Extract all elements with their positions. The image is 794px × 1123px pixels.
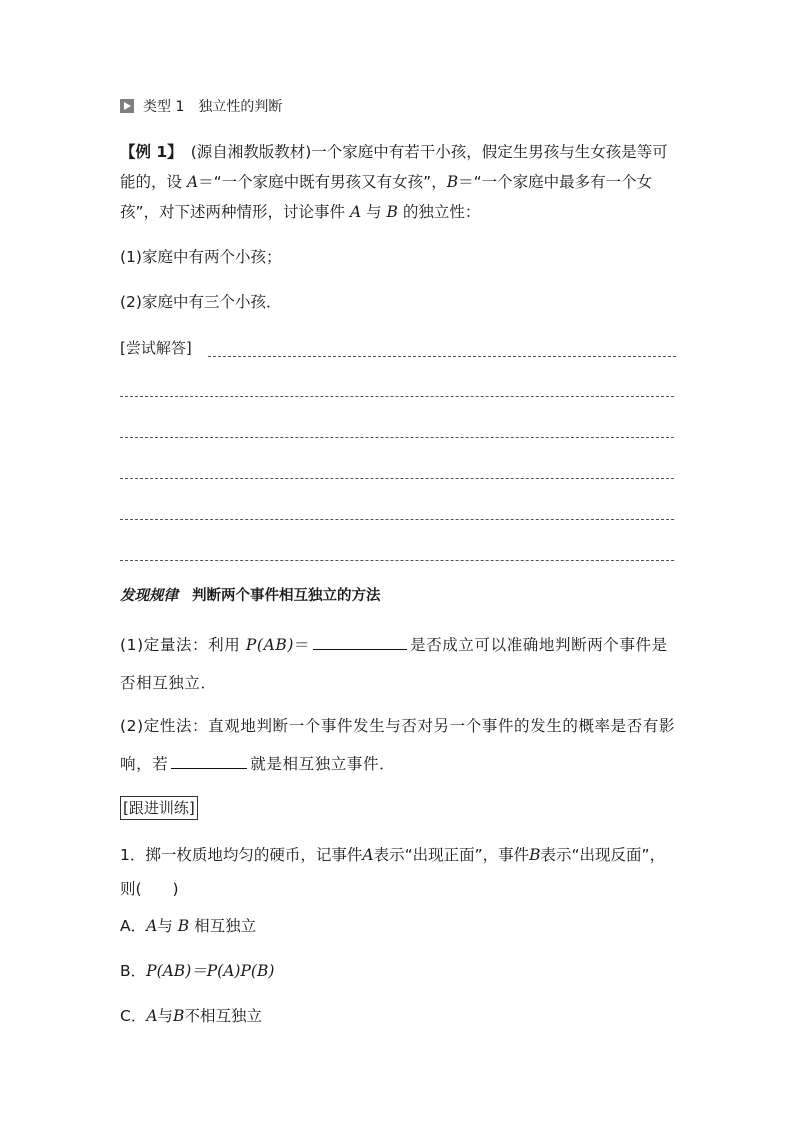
method-qualitative [120,707,676,783]
try-answer-label: [尝试解答] [120,338,192,357]
method-1-suffix: 是否成立可以准确地判断两个事件是否相互独立． [120,636,668,692]
event-b: B [446,173,459,191]
question-1 [120,838,676,906]
rule-label: 发现规律 [120,588,178,604]
option-text: 相互独立 [189,917,257,935]
event-a: A [349,203,362,221]
example-text-3: ＝“一个家庭中最多有一个女孩”，对下述两种情形，讨论事件 [120,173,653,221]
play-triangle-icon [120,99,134,113]
option-formula: P(AB)＝P(A)P(B) [146,962,275,980]
option-text: 不相互独立 [184,1007,262,1025]
type-heading [120,96,282,116]
type-title: 独立性的判断 [198,99,283,115]
example-text-2: ＝“一个家庭中既有男孩又有女孩”， [198,173,447,191]
formula-p-ab: P(AB) [245,636,294,654]
option-letter: C． [120,1007,147,1025]
option-letter: B． [120,962,147,980]
answer-line[interactable] [120,519,674,520]
event-a: A [146,917,158,935]
event-a: A [146,1007,158,1025]
option-a[interactable] [120,914,256,936]
answer-line[interactable] [208,338,676,357]
method-1-prefix: (1)定量法：利用 [120,636,246,654]
event-b: B [529,846,541,864]
example-problem [120,137,676,227]
option-b[interactable] [120,959,274,981]
method-2-suffix: 就是相互独立事件． [250,755,396,773]
method-quantitative [120,626,676,702]
event-a: A [362,846,374,864]
option-text: 与 [157,917,178,935]
option-c[interactable] [120,1004,262,1026]
example-text-4: 与 [361,203,387,221]
fill-blank[interactable] [171,754,247,769]
sub-question-2: (2)家庭中有三个小孩． [120,293,282,311]
equals-sign: ＝ [294,636,311,654]
rule-heading [120,584,381,605]
option-text: 与 [157,1007,174,1025]
sub-question-1: (1)家庭中有两个小孩； [120,248,282,266]
example-text-5: 的独立性： [397,203,481,221]
example-label: 【例 1】 [120,143,183,161]
event-b: B [173,1007,185,1025]
question-1-text-3: 表示“出现反面”，则( ) [120,846,666,898]
option-letter: A． [120,917,147,935]
example-text-1: (源自湘教版教材)一个家庭中有若干小孩，假定生男孩与生女孩是等可能的，设 [120,143,668,191]
event-a: A [186,173,199,191]
answer-area [120,334,676,360]
answer-line[interactable] [120,396,674,397]
follow-up-label: [跟进训练] [120,796,198,820]
answer-line[interactable] [120,478,674,479]
answer-line[interactable] [120,437,674,438]
method-2-prefix: (2)定性法：直观地判断一个事件发生与否对另一个事件的发生的概率是否有影响，若 [120,717,676,773]
question-1-text-2: 表示“出现正面”，事件 [373,846,530,864]
type-label: 类型 1 [143,99,185,115]
answer-line[interactable] [120,560,674,561]
question-1-text-1: 1．掷一枚质地均匀的硬币，记事件 [120,846,363,864]
event-b: B [177,917,190,935]
event-b: B [386,203,398,221]
rule-title: 判断两个事件相互独立的方法 [192,588,381,604]
fill-blank[interactable] [313,635,407,650]
